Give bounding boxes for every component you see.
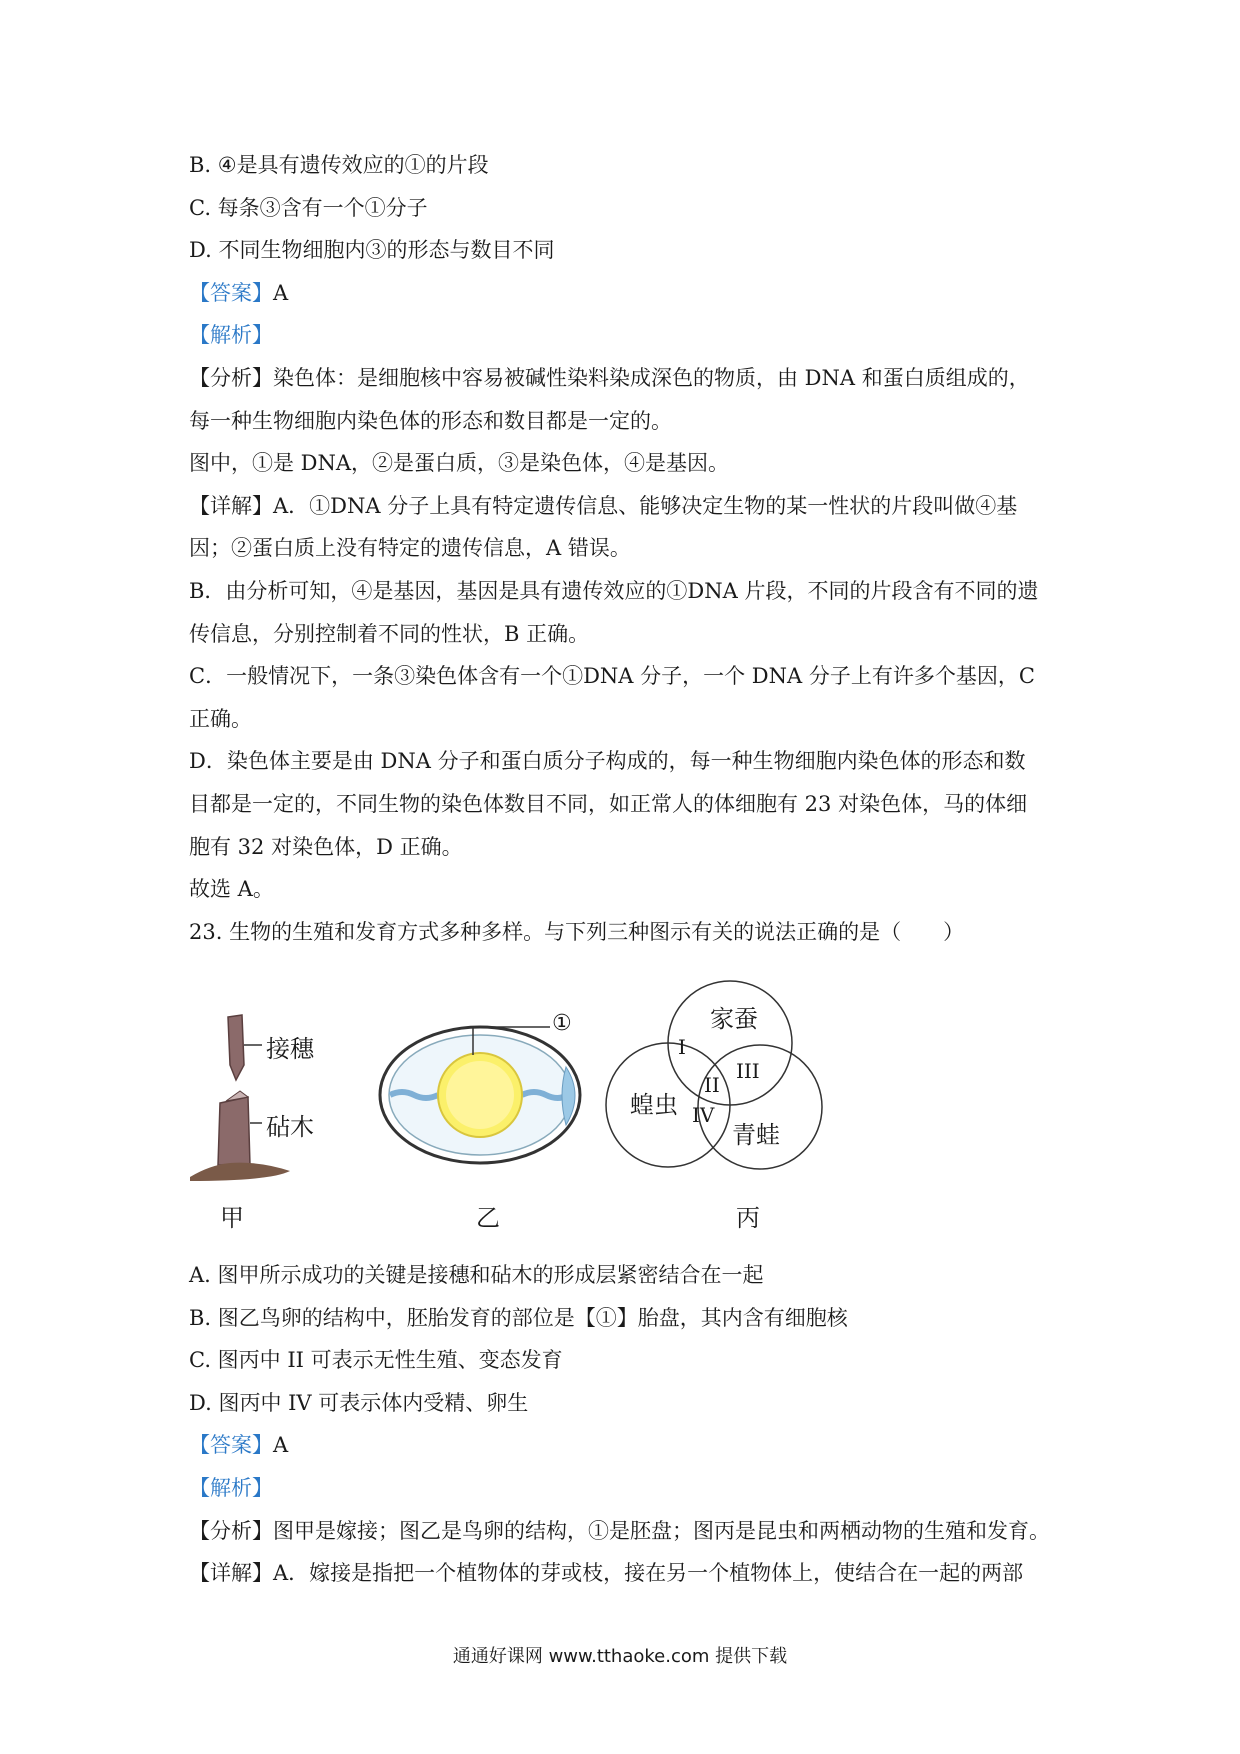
line-text: B. ④是具有遗传效应的①的片段: [189, 153, 489, 177]
venn-label-silkworm: 家蚕: [710, 1005, 758, 1033]
line-text: 23. 生物的生殖和发育方式多种多样。与下列三种图示有关的说法正确的是（ ）: [189, 919, 965, 944]
line-text: B．由分析可知，④是基因，基因是具有遗传效应的①DNA 片段，不同的片段含有不同的遗: [189, 579, 1039, 603]
text-line: [189, 235, 554, 265]
label-scion: 接穗: [266, 1035, 314, 1063]
text-line: [189, 1473, 273, 1503]
line-text: B. 图乙鸟卵的结构中，胚胎发育的部位是【①】胎盘，其内含有细胞核: [189, 1305, 848, 1330]
line-text: 传信息，分别控制着不同的性状，B 正确。: [189, 621, 590, 646]
text-line: [189, 661, 1035, 691]
text-line: [189, 576, 1038, 606]
page-footer: 通通好课网 www.tthaoke.com 提供下载: [452, 1646, 788, 1667]
section-tag: 【解析】: [189, 1476, 273, 1500]
line-text: 故选 A。: [189, 877, 274, 902]
section-tag: 【解析】: [189, 323, 273, 348]
venn-region-2: II: [704, 1073, 720, 1097]
line-text: 【分析】染色体：是细胞核中容易被碱性染料染成深色的物质，由 DNA 和蛋白质组成的，: [189, 366, 1030, 390]
text-line: [189, 150, 489, 180]
line-text: D. 图丙中 IV 可表示体内受精、卵生: [189, 1390, 529, 1415]
text-line: [189, 832, 463, 862]
venn-region-3: III: [736, 1059, 760, 1083]
line-text: 【详解】A．①DNA 分子上具有特定遗传信息、能够决定生物的某一性状的片段叫做④基: [189, 493, 1018, 518]
line-text: C．一般情况下，一条③染色体含有一个①DNA 分子，一个 DNA 分子上有许多个基因，C: [189, 664, 1035, 689]
venn-label-frog: 青蛙: [732, 1121, 780, 1149]
caption-bing: 丙: [736, 1204, 760, 1232]
line-text: C. 每条③含有一个①分子: [189, 195, 428, 220]
text-line: [189, 491, 1017, 521]
caption-jia: 甲: [220, 1204, 244, 1232]
venn-region-1: I: [678, 1035, 686, 1059]
text-line: [189, 789, 1027, 819]
line-text: 正确。: [189, 706, 252, 731]
text-line: [189, 533, 631, 563]
text-line: [189, 1516, 1050, 1546]
figure-jia-grafting: [190, 1005, 350, 1232]
marker-blastodisc: ①: [552, 1011, 572, 1036]
text-line: [189, 619, 589, 649]
text-line: [189, 1260, 764, 1290]
text-line: [189, 278, 288, 308]
line-text: A: [273, 280, 289, 305]
text-line: [189, 1303, 848, 1333]
text-line: [189, 917, 964, 947]
line-text: 图中，①是 DNA，②是蛋白质，③是染色体，④是基因。: [189, 451, 730, 476]
line-text: 因；②蛋白质上没有特定的遗传信息，A 错误。: [189, 536, 631, 561]
text-line: [189, 193, 428, 223]
venn-label-locust: 蝗虫: [630, 1091, 678, 1119]
line-text: 每一种生物细胞内染色体的形态和数目都是一定的。: [189, 408, 672, 433]
text-line: [189, 874, 274, 904]
label-rootstock: 砧木: [266, 1113, 314, 1141]
line-text: 目都是一定的，不同生物的染色体数目不同，如正常人的体细胞有 23 对染色体，马的体细: [189, 792, 1028, 816]
line-text: 【分析】图甲是嫁接；图乙是鸟卵的结构，①是胚盘；图丙是昆虫和两栖动物的生殖和发育。: [189, 1518, 1050, 1543]
line-text: 【详解】A．嫁接是指把一个植物体的芽或枝，接在另一个植物体上，使结合在一起的两部: [189, 1561, 1024, 1586]
line-text: C. 图丙中 II 可表示无性生殖、变态发育: [189, 1348, 563, 1373]
text-line: [189, 363, 1030, 393]
venn-region-4: IV: [692, 1103, 715, 1127]
text-line: [189, 406, 672, 436]
figure-yi-bird-egg: [370, 1005, 590, 1232]
text-line: [189, 1558, 1023, 1588]
line-text: A. 图甲所示成功的关键是接穗和砧木的形成层紧密结合在一起: [189, 1263, 764, 1287]
line-text: D. 不同生物细胞内③的形态与数目不同: [189, 238, 555, 263]
line-text: D．染色体主要是由 DNA 分子和蛋白质分子构成的，每一种生物细胞内染色体的形态和数: [189, 749, 1026, 774]
text-line: [189, 1430, 288, 1460]
text-line: [189, 1388, 528, 1418]
text-line: [189, 746, 1026, 776]
line-text: A: [273, 1433, 289, 1458]
section-tag: 【答案】: [189, 280, 273, 305]
line-text: 胞有 32 对染色体，D 正确。: [189, 834, 463, 859]
text-line: [189, 448, 729, 478]
section-tag: 【答案】: [189, 1433, 273, 1458]
text-line: [189, 1345, 563, 1375]
text-line: [189, 704, 252, 734]
text-line: [189, 320, 273, 350]
caption-yi: 乙: [476, 1204, 500, 1232]
figure-bing-venn: [600, 975, 840, 1232]
